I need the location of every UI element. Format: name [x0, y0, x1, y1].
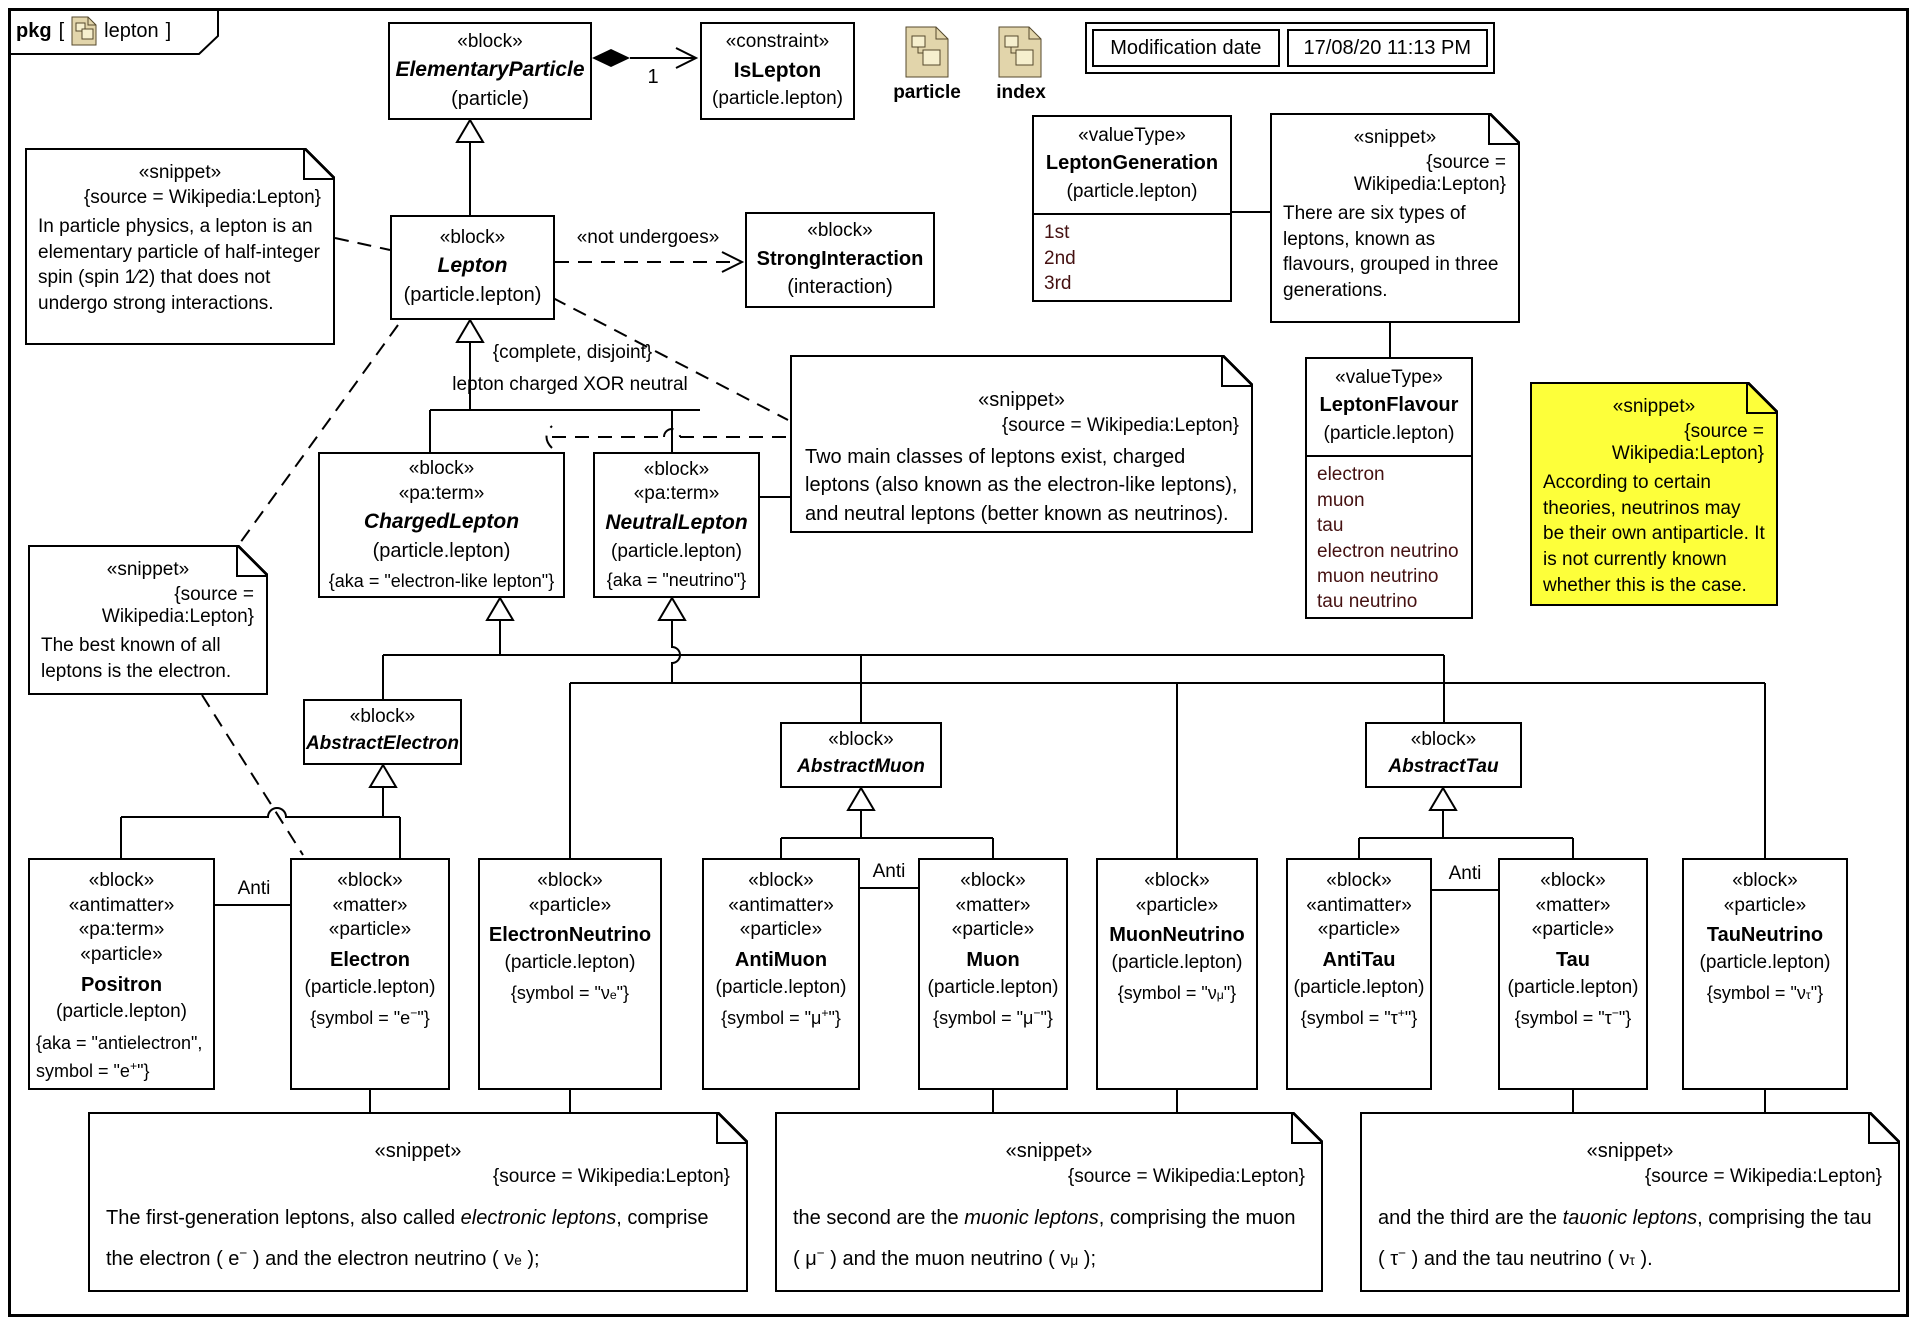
pkg-name: lepton: [104, 19, 159, 42]
snippet-body: According to certain theories, neutrinos may be their own antiparticle. It is not currently known whether this is the case.: [1543, 472, 1765, 596]
namespace-label: (particle.lepton): [504, 951, 636, 973]
enum-literal: muon: [1317, 489, 1365, 511]
snippet-note-second-generation[interactable]: [775, 1112, 1323, 1292]
block-name: TauNeutrino: [1706, 924, 1824, 947]
namespace-label: (particle.lepton): [1699, 951, 1831, 973]
snippet-source: {source = Wikipedia:Lepton}: [1353, 152, 1506, 195]
stereotype-label: «block»: [408, 458, 475, 480]
association-label-not-undergoes: «not undergoes»: [576, 227, 720, 248]
stereotype-label: «pa:term»: [398, 482, 485, 504]
snippet-stereotype: «snippet»: [1612, 396, 1696, 417]
snippet-body: In particle physics, a lepton is an elementary particle of half-integer spin (spin 1⁄2) that does not undergo strong interactions.: [38, 216, 320, 314]
namespace-label: (particle.lepton): [712, 88, 843, 110]
snippet-stereotype: «snippet»: [1005, 1140, 1093, 1162]
namespace-label: (particle.lepton): [403, 284, 542, 307]
snippet-source: {source = Wikipedia:Lepton}: [1067, 1166, 1305, 1187]
block-abstract-muon[interactable]: [780, 722, 942, 788]
block-name: Lepton: [437, 254, 508, 278]
stereotype-label: «block»: [349, 705, 416, 727]
stereotype-label: «particle»: [739, 919, 823, 941]
snippet-stereotype: «snippet»: [374, 1140, 462, 1162]
namespace-label: (particle.lepton): [715, 976, 847, 998]
constraint-label: {symbol = "τ+"}: [1300, 1005, 1418, 1028]
namespace-label: (particle.lepton): [1066, 180, 1198, 202]
valuetype-name: LeptonFlavour: [1319, 394, 1459, 417]
particle-icon-label: particle: [893, 82, 961, 103]
composition-diamond: [592, 49, 630, 67]
stereotype-label: «block»: [337, 870, 403, 891]
snippet-stereotype: «snippet»: [978, 389, 1065, 411]
block-electron[interactable]: [290, 858, 450, 1090]
stereotype-label: «block»: [1732, 870, 1798, 891]
generalization-set-label: {complete, disjoint}: [492, 342, 653, 363]
constraint-label: {symbol = "τ−"}: [1514, 1005, 1632, 1028]
constraint-label: {symbol = "μ+"}: [721, 1005, 841, 1028]
block-tau[interactable]: [1498, 858, 1648, 1090]
namespace-label: (particle.lepton): [1323, 422, 1455, 444]
block-abstract-electron[interactable]: [303, 699, 462, 765]
block-name: Positron: [80, 973, 163, 996]
block-name: ChargedLepton: [363, 510, 520, 534]
multiplicity-label: 1: [647, 66, 659, 88]
namespace-label: (particle.lepton): [304, 976, 436, 998]
index-diagram-icon[interactable]: [998, 26, 1042, 83]
snippet-stereotype: «snippet»: [1586, 1140, 1674, 1162]
stereotype-label: «particle»: [1317, 919, 1401, 941]
snippet-note-lepton-definition[interactable]: [25, 148, 335, 345]
stereotype-label: «block»: [88, 870, 155, 891]
pkg-open-bracket: [: [58, 19, 65, 42]
index-icon-label: index: [996, 82, 1046, 103]
stereotype-label: «block»: [537, 870, 603, 891]
snippet-note-two-classes[interactable]: [790, 355, 1253, 533]
snippet-stereotype: «snippet»: [138, 162, 222, 183]
xor-constraint-label: lepton charged XOR neutral: [452, 374, 688, 395]
stereotype-label: «antimatter»: [728, 894, 834, 916]
enum-literal: 2nd: [1044, 247, 1076, 269]
block-anti-muon[interactable]: [702, 858, 860, 1090]
block-name: AbstractMuon: [797, 756, 925, 777]
snippet-source: {source = Wikipedia:Lepton}: [1611, 421, 1764, 464]
enum-literal: tau neutrino: [1317, 591, 1418, 613]
stereotype-label: «pa:term»: [633, 483, 720, 505]
snippet-source: {source = Wikipedia:Lepton}: [1001, 415, 1239, 436]
snippet-note-third-generation[interactable]: [1360, 1112, 1900, 1292]
snippet-note-best-known[interactable]: [28, 545, 268, 695]
modification-date-table: [1085, 22, 1495, 74]
snippet-source: {source = Wikipedia:Lepton}: [83, 187, 321, 208]
stereotype-label: «matter»: [332, 894, 408, 916]
enum-literal: electron neutrino: [1317, 540, 1459, 562]
stereotype-label: «block»: [1540, 870, 1606, 891]
namespace-label: (particle.lepton): [372, 539, 511, 562]
stereotype-label: «valueType»: [1078, 125, 1186, 146]
stereotype-label: «matter»: [1535, 894, 1611, 916]
block-name: ElementaryParticle: [395, 57, 585, 81]
snippet-body: the second are the muonic leptons, comprising the muon ( μ− ) and the muon neutrino ( $\nu_\mu$ );: [793, 1207, 1296, 1270]
block-positron[interactable]: [28, 858, 215, 1090]
stereotype-label: «block»: [828, 728, 894, 750]
snippet-body: The best known of all leptons is the electron.: [41, 635, 232, 682]
enum-literal: tau: [1317, 515, 1344, 537]
stereotype-label: «block»: [1410, 728, 1477, 750]
block-name: AntiTau: [1322, 949, 1396, 972]
block-name: StrongInteraction: [756, 247, 924, 270]
stereotype-label: «valueType»: [1335, 367, 1443, 388]
association-label-anti: Anti: [872, 861, 906, 882]
modification-date-value: 17/08/20 11:13 PM: [1287, 29, 1488, 67]
valuetype-header: [1307, 359, 1471, 457]
namespace-label: (particle.lepton): [1111, 951, 1243, 973]
valuetype-name: LeptonGeneration: [1045, 152, 1219, 175]
snippet-body: There are six types of leptons, known as flavours, grouped in three generations.: [1283, 203, 1499, 301]
stereotype-label: «particle»: [328, 919, 412, 941]
block-name: AntiMuon: [734, 949, 828, 972]
block-name: Tau: [1555, 949, 1591, 972]
constraint-label: {aka = "neutrino"}: [606, 569, 747, 590]
valuetype-header: [1034, 117, 1230, 215]
snippet-stereotype: «snippet»: [1353, 127, 1437, 148]
constraint-is-lepton[interactable]: [700, 22, 855, 120]
stereotype-label: «particle»: [1135, 894, 1219, 916]
snippet-note-antiparticle-yellow[interactable]: [1530, 382, 1778, 606]
snippet-source: {source = Wikipedia:Lepton}: [492, 1166, 730, 1187]
stereotype-label: «block»: [1144, 870, 1210, 891]
namespace-label: (particle.lepton): [56, 1001, 187, 1023]
snippet-source: {source = Wikipedia:Lepton}: [101, 584, 254, 627]
block-muon-neutrino[interactable]: [1096, 858, 1258, 1090]
namespace-label: (interaction): [787, 276, 893, 299]
stereotype-label: «particle»: [1723, 894, 1807, 916]
stereotype-label: «block»: [748, 870, 814, 891]
stereotype-label: «constraint»: [725, 31, 830, 53]
particle-diagram-icon[interactable]: [905, 26, 949, 83]
enum-literal-list: [1034, 215, 1230, 301]
constraint-label: {symbol = "$\nu_\tau$"}: [1706, 983, 1824, 1004]
stereotype-label: «antimatter»: [68, 894, 175, 916]
enum-literal: electron: [1317, 464, 1385, 486]
snippet-stereotype: «snippet»: [106, 559, 190, 580]
block-muon[interactable]: [918, 858, 1068, 1090]
association-label-anti: Anti: [1448, 863, 1482, 884]
namespace-label: (particle): [451, 87, 529, 110]
enum-literal: muon neutrino: [1317, 566, 1439, 588]
namespace-label: (particle.lepton): [1507, 976, 1639, 998]
block-strong-interaction[interactable]: [745, 212, 935, 308]
block-name: MuonNeutrino: [1109, 924, 1245, 947]
stereotype-label: «particle»: [1531, 919, 1615, 941]
block-lepton[interactable]: [390, 215, 555, 320]
stereotype-label: «particle»: [528, 894, 612, 916]
stereotype-label: «matter»: [955, 894, 1031, 916]
stereotype-label: «block»: [439, 227, 506, 249]
pkg-close-bracket: ]: [165, 19, 172, 42]
valuetype-lepton-generation[interactable]: [1032, 115, 1232, 302]
package-diagram-icon: [71, 16, 97, 46]
stereotype-label: «particle»: [80, 944, 163, 966]
block-name: IsLepton: [733, 58, 822, 82]
modification-date-label: Modification date: [1092, 29, 1280, 67]
pkg-keyword: pkg: [16, 19, 52, 42]
block-elementary-particle[interactable]: [388, 22, 592, 120]
association-label-anti: Anti: [237, 878, 271, 899]
block-tau-neutrino[interactable]: [1682, 858, 1848, 1090]
enum-literal: 1st: [1044, 222, 1070, 244]
snippet-source: {source = Wikipedia:Lepton}: [1644, 1166, 1882, 1187]
constraint-label: {aka = "electron-like lepton"}: [328, 570, 555, 591]
snippet-note-six-types[interactable]: [1270, 113, 1520, 323]
block-neutral-lepton[interactable]: [593, 452, 760, 598]
enum-literal-list: [1307, 457, 1471, 620]
block-name: Muon: [966, 949, 1020, 972]
namespace-label: (particle.lepton): [1293, 976, 1425, 998]
stereotype-label: «block»: [807, 220, 873, 242]
snippet-body: and the third are the tauonic leptons, comprising the tau ( τ− ) and the tau neutrino ( $\nu_\tau$ ).: [1378, 1207, 1872, 1270]
block-abstract-tau[interactable]: [1365, 722, 1522, 788]
constraint-label: {symbol = "μ−"}: [933, 1005, 1053, 1028]
constraint-label: {symbol = "e−"}: [310, 1005, 430, 1028]
block-name: ElectronNeutrino: [488, 924, 652, 947]
block-name: AbstractElectron: [305, 733, 460, 754]
constraint-label: {symbol = "$\nu_e$"}: [510, 983, 630, 1004]
snippet-body: The first-generation leptons, also called electronic leptons, comprise the electron ( e− ) and the electron neutrino ( $\nu_e$ );: [106, 1207, 709, 1270]
snippet-body: Two main classes of leptons exist, charged leptons (also known as the electron-like leptons), and neutral leptons (better known as neutrinos).: [805, 446, 1238, 525]
snippet-note-first-generation[interactable]: [88, 1112, 748, 1292]
stereotype-label: «block»: [960, 870, 1026, 891]
block-name: NeutralLepton: [605, 510, 748, 534]
namespace-label: (particle.lepton): [927, 976, 1059, 998]
constraint-label: {symbol = "$\nu_\mu$"}: [1117, 983, 1237, 1004]
stereotype-label: «block»: [643, 459, 710, 481]
namespace-label: (particle.lepton): [611, 540, 742, 562]
block-name: AbstractTau: [1388, 756, 1499, 777]
stereotype-label: «block»: [1326, 870, 1392, 891]
block-anti-tau[interactable]: [1286, 858, 1432, 1090]
valuetype-lepton-flavour[interactable]: [1305, 357, 1473, 619]
block-electron-neutrino[interactable]: [478, 858, 662, 1090]
stereotype-label: «block»: [457, 30, 523, 52]
constraint-label: {aka = "antielectron",: [36, 1032, 203, 1053]
stereotype-label: «antimatter»: [1306, 894, 1412, 916]
block-charged-lepton[interactable]: [318, 452, 565, 598]
enum-literal: 3rd: [1044, 273, 1072, 295]
package-tab[interactable]: [16, 14, 171, 48]
stereotype-label: «particle»: [951, 919, 1035, 941]
stereotype-label: «pa:term»: [78, 919, 165, 941]
block-name: Electron: [329, 949, 411, 972]
constraint-label: symbol = "e+"}: [36, 1058, 150, 1081]
